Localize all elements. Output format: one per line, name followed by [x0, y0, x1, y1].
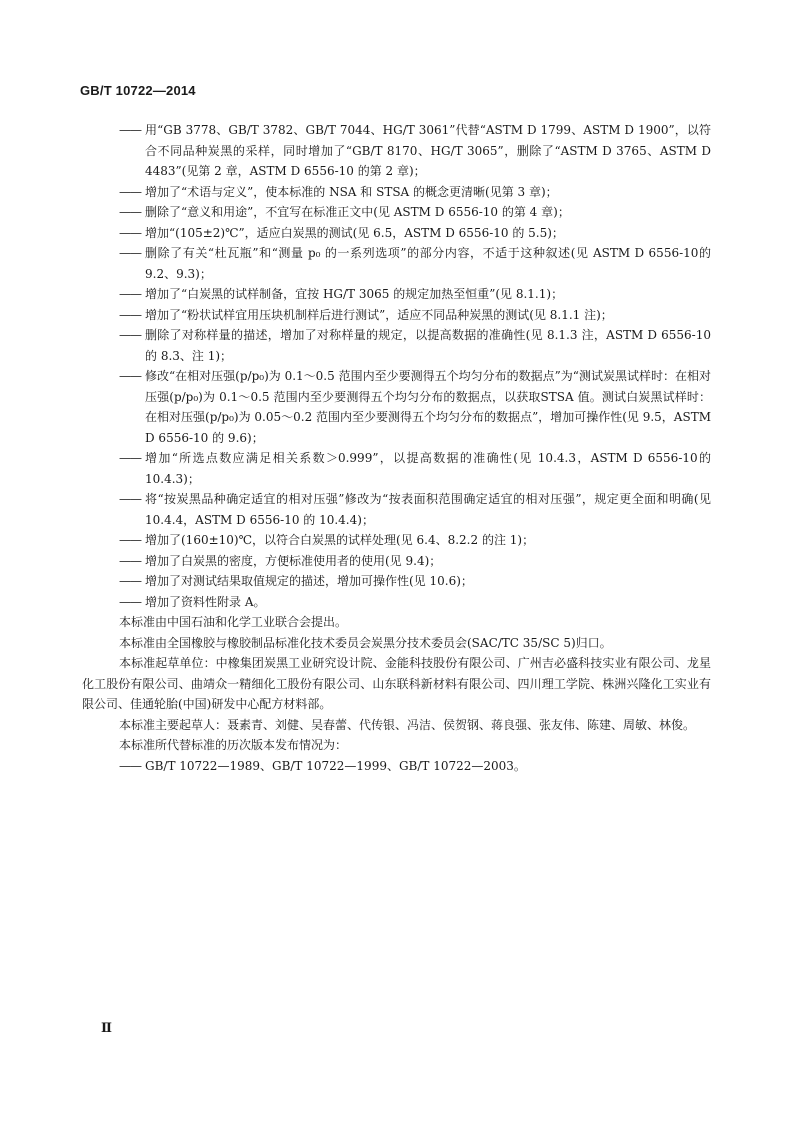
- change-item: —— 修改“在相对压强(p/p₀)为 0.1～0.5 范围内至少要测得五个均匀分布的数据点”为“测试炭黑试样时：在相对压强(p/p₀)为 0.1～0.5 范围内至少要测得五个均匀分布的数据点，以获取STSA 值。测试白炭黑试样时：在相对压强(p/p₀)为 0.05～0.2 范围内至少要测得五个均匀分布的数据点”，增加可操作性(见 9.5，ASTM D 6556-10 的 9.6)；: [119, 366, 711, 448]
- change-item: —— 增加“所选点数应满足相关系数＞0.999”，以提高数据的准确性(见 10.4.3，ASTM D 6556-10的 10.4.3)；: [119, 448, 711, 489]
- dash: ——: [119, 184, 141, 199]
- drafters: 本标准主要起草人：聂素青、刘健、吴春蕾、代传银、冯洁、侯贺钢、蒋良强、张友伟、陈建、周敏、林俊。: [119, 717, 696, 732]
- centralized-by: 本标准由全国橡胶与橡胶制品标准化技术委员会炭黑分技术委员会(SAC/TC 35/SC 5)归口。: [119, 635, 612, 650]
- document-id: GB/T 10722—2014: [80, 83, 196, 98]
- change-item: —— 增加了(160±10)℃，以符合白炭黑的试样处理(见 6.4、8.2.2 的注 1)；: [119, 530, 711, 551]
- dash: ——: [119, 553, 141, 568]
- dash: ——: [119, 533, 141, 547]
- history-intro: 本标准所代替标准的历次版本发布情况为：: [119, 738, 348, 752]
- change-item: —— 增加了“粉状试样宜用压块机制样后进行测试”，适应不同品种炭黑的测试(见 8.1.1 注)；: [119, 305, 711, 326]
- dash: ——: [119, 205, 141, 219]
- dash: ——: [119, 574, 141, 588]
- dash: ——: [119, 328, 141, 342]
- dash: ——: [119, 369, 141, 383]
- dash: ——: [119, 758, 141, 773]
- dash: ——: [119, 451, 141, 465]
- change-item: —— 增加了资料性附录 A。: [119, 592, 711, 613]
- drafting-units: 本标准起草单位：中橡集团炭黑工业研究设计院、金能科技股份有限公司、广州吉必盛科技实业有限公司、龙星化工股份有限公司、曲靖众一精细化工股份有限公司、山东联科新材料有限公司、四川理工学院、株洲兴隆化工实业有限公司、佳通轮胎(中国)研发中心配方材料部。: [82, 656, 711, 711]
- dash: ——: [119, 492, 141, 506]
- change-item: —— 删除了对称样量的描述，增加了对称样量的规定，以提高数据的准确性(见 8.1.3 注，ASTM D 6556-10的 8.3、注 1)；: [119, 325, 711, 366]
- proposed-by: 本标准由中国石油和化学工业联合会提出。: [119, 615, 348, 629]
- dash: ——: [119, 246, 141, 260]
- dash: ——: [119, 225, 141, 240]
- dash: ——: [119, 123, 141, 137]
- change-item: —— 增加“(105±2)℃”，适应白炭黑的测试(见 6.5，ASTM D 6556-10 的 5.5)；: [119, 223, 711, 244]
- change-item: —— 用“GB 3778、GB/T 3782、GB/T 7044、HG/T 3061”代替“ASTM D 1799、ASTM D 1900”，以符合不同品种炭黑的采样，同时增加了“GB/T 8170、HG/T 3065”，删除了“ASTM D 3765、ASTM D 4483”(见第 2 章，ASTM D 6556-10 的第 2 章)；: [119, 120, 711, 182]
- change-item: —— 增加了对测试结果取值规定的描述，增加可操作性(见 10.6)；: [119, 571, 711, 592]
- change-item: —— 增加了“白炭黑的试样制备，宜按 HG/T 3065 的规定加热至恒重”(见 8.1.1)；: [119, 284, 711, 305]
- change-item: —— 删除了“意义和用途”，不宜写在标准正文中(见 ASTM D 6556-10 的第 4 章)；: [119, 202, 711, 223]
- dash: ——: [119, 287, 141, 301]
- change-item: —— 增加了“术语与定义”，使本标准的 NSA 和 STSA 的概念更清晰(见第 3 章)；: [119, 182, 711, 203]
- page-number: Ⅱ: [101, 1021, 112, 1036]
- foreword-body: [82, 120, 711, 776]
- history-item: —— GB/T 10722—1989、GB/T 10722—1999、GB/T 10722—2003。: [119, 756, 711, 777]
- change-item: —— 增加了白炭黑的密度，方便标准使用者的使用(见 9.4)；: [119, 551, 711, 572]
- dash: ——: [119, 307, 141, 322]
- change-item: —— 将“按炭黑品种确定适宜的相对压强”修改为“按表面积范围确定适宜的相对压强”，规定更全面和明确(见 10.4.4，ASTM D 6556-10 的 10.4.4)；: [119, 489, 711, 530]
- dash: ——: [119, 594, 141, 609]
- change-item: —— 删除了有关“杜瓦瓶”和“测量 p₀ 的一系列选项”的部分内容，不适于这种叙述(见 ASTM D 6556-10的 9.2、9.3)；: [119, 243, 711, 284]
